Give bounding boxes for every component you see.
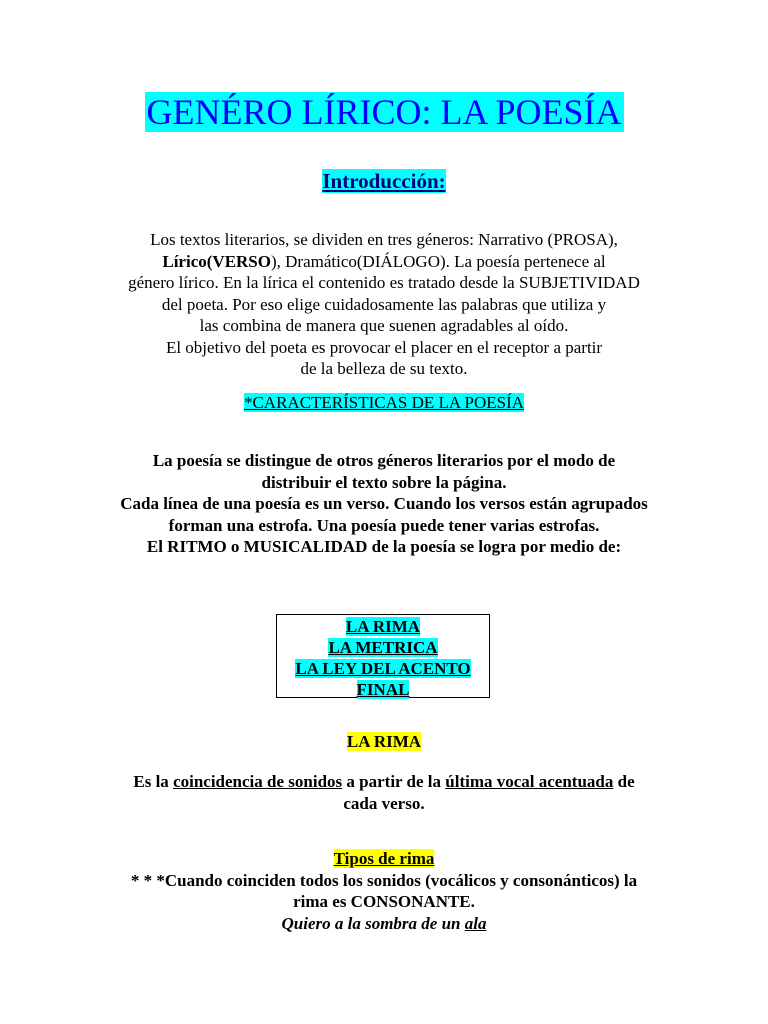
box-item-text: LA LEY DEL ACENTO bbox=[295, 659, 471, 678]
intro-line-1: Los textos literarios, se dividen en tres géneros: Narrativo (PROSA), bbox=[150, 230, 618, 249]
rima-heading bbox=[0, 731, 768, 753]
intro-line-6: El objetivo del poeta es provocar el placer en el receptor a partir bbox=[165, 337, 603, 357]
lirico-word: Lírico bbox=[162, 251, 207, 271]
coincidencia-term: coincidencia de sonidos bbox=[173, 772, 343, 791]
intro-line-7: de la belleza de su texto. bbox=[300, 359, 468, 378]
verse-example-text: Quiero a la sombra de un bbox=[281, 913, 465, 933]
characteristics-line-4: forman una estrofa. Una poesía puede tener varias estrofas. bbox=[168, 515, 600, 535]
intro-line-3: género lírico. En la lírica el contenido es tratado desde la SUBJETIVIDAD bbox=[128, 273, 640, 292]
verse-example bbox=[0, 913, 768, 935]
rima-line-2: cada verso. bbox=[343, 793, 425, 813]
characteristics-paragraph bbox=[0, 450, 768, 558]
box-item bbox=[277, 637, 489, 658]
characteristics-line-5: El RITMO o MUSICALIDAD de la poesía se logra por medio de: bbox=[146, 537, 622, 556]
tipos-section bbox=[0, 848, 768, 934]
verse-example-rhyme-word: ala bbox=[464, 913, 487, 933]
intro-line-2-rest: ), Dramático(DIÁLOGO). La poesía pertenece al bbox=[270, 251, 606, 271]
characteristics-line-2: distribuir el texto sobre la página. bbox=[261, 472, 507, 492]
intro-line-5: las combina de manera que suenen agradables al oído. bbox=[199, 316, 569, 335]
rima-paragraph bbox=[0, 771, 768, 814]
box-item-text: FINAL bbox=[356, 680, 410, 699]
tipos-line-2: rima es CONSONANTE. bbox=[293, 892, 475, 911]
box-item-text: LA METRICA bbox=[328, 638, 438, 657]
characteristics-heading-text: *CARACTERÍSTICAS DE LA POESÍA bbox=[243, 393, 525, 412]
rima-text-part: de bbox=[613, 772, 635, 791]
intro-line-4: del poeta. Por eso elige cuidadosamente las palabras que utiliza y bbox=[161, 294, 607, 314]
verso-word: (VERSO bbox=[206, 251, 271, 271]
box-item-text: LA RIMA bbox=[345, 617, 421, 636]
ultima-vocal-term: última vocal acentuada bbox=[445, 772, 614, 791]
characteristics-line-3: Cada línea de una poesía es un verso. Cuando los versos están agrupados bbox=[120, 494, 648, 513]
page-title bbox=[0, 92, 768, 132]
intro-heading-text: Introducción: bbox=[322, 169, 446, 193]
box-item bbox=[277, 679, 489, 700]
page-title-text: GENÉRO LÍRICO: LA POESÍA bbox=[146, 92, 622, 132]
characteristics-line-1: La poesía se distingue de otros géneros literarios por el modo de bbox=[152, 451, 616, 470]
tipos-heading-text: Tipos de rima bbox=[333, 849, 435, 868]
box-item bbox=[277, 658, 489, 679]
intro-heading bbox=[0, 168, 768, 194]
rima-heading-text: LA RIMA bbox=[346, 732, 422, 751]
characteristics-heading bbox=[0, 392, 768, 414]
box-item bbox=[277, 616, 489, 637]
intro-paragraph bbox=[0, 229, 768, 380]
rima-line-1 bbox=[0, 771, 768, 793]
rima-text-part: Es la bbox=[133, 772, 174, 791]
rhythm-elements-box bbox=[276, 614, 490, 698]
tipos-line-1: * * *Cuando coinciden todos los sonidos (vocálicos y consonánticos) la bbox=[130, 870, 638, 890]
rima-text-part: a partir de la bbox=[342, 772, 446, 791]
intro-line-2 bbox=[0, 251, 768, 273]
tipos-heading bbox=[0, 848, 768, 870]
